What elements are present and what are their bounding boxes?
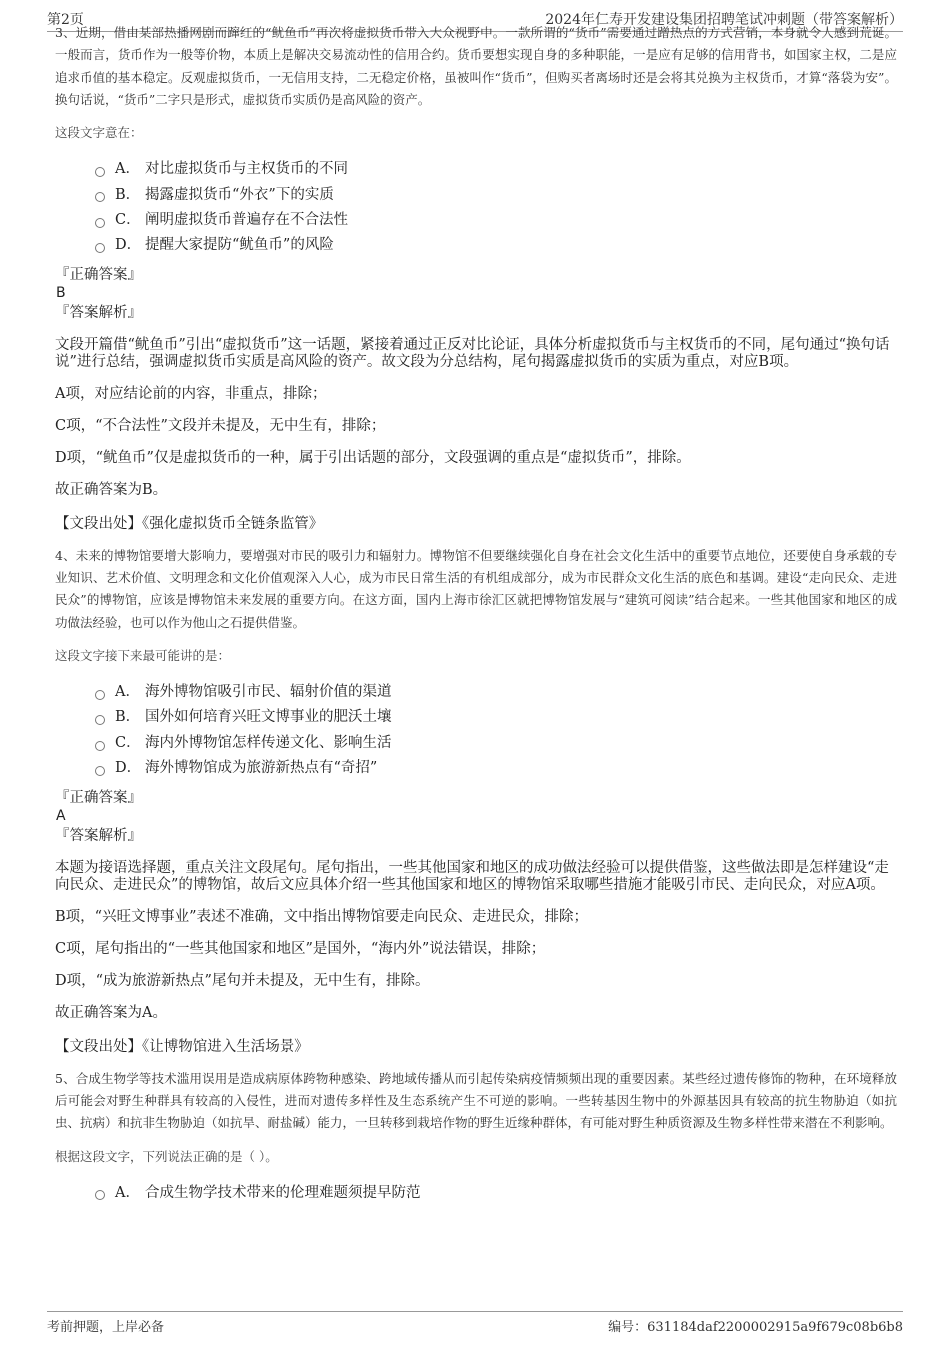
option-letter: D． xyxy=(115,237,142,254)
analysis-tag: 『答案解析』 xyxy=(55,304,142,321)
question-text: 4、未来的博物馆要增大影响力，要增强对市民的吸引力和辐射力。博物馆不但要继续强化自身在社会文化生活中的重要节点地位，还要使自身承载的专业知识、艺术价值、文明理念和文化价值观深入人心，成为市民日常生活的有机组成部分，成为市民群众文化生活的底色和基调。建设“走向民众、走进民众”的博物馆，应该是博物馆未来发展的重要方向。在这方面，国内上海市徐汇区就把博物馆发展与“建筑可阅读”结合起来。一些其他国家和地区的成功做法经验，也可以作为他山之石提供借鉴。 xyxy=(55,547,897,630)
options-list xyxy=(95,157,897,259)
options-list xyxy=(95,1181,897,1206)
analysis-paragraph: B项，“兴旺文博事业”表述不准确，文中指出博物馆要走向民众、走进民众，排除； xyxy=(55,908,588,925)
analysis-paragraph: D项，“鱿鱼币”仅是虚拟货币的一种，属于引出话题的部分，文段强调的重点是“虚拟货币”，排除。 xyxy=(55,449,691,466)
option-text: 提醒大家提防“鱿鱼币”的风险 xyxy=(145,237,334,254)
option-a[interactable] xyxy=(95,680,897,705)
footer-slogan: 考前押题，上岸必备 xyxy=(47,1320,165,1335)
correct-answer: A xyxy=(56,807,66,824)
radio-icon[interactable] xyxy=(95,715,105,725)
answer-tag: 『正确答案』 xyxy=(55,789,142,806)
option-letter: A． xyxy=(115,1184,140,1201)
option-b[interactable] xyxy=(95,183,897,208)
document-body xyxy=(55,25,897,1216)
option-letter: C． xyxy=(115,734,141,751)
option-text: 海内外博物馆怎样传递文化、影响生活 xyxy=(145,734,392,751)
radio-icon[interactable] xyxy=(95,167,105,177)
option-c[interactable] xyxy=(95,208,897,233)
option-text: 海外博物馆成为旅游新热点有“奇招” xyxy=(145,760,378,777)
question-prompt: 这段文字意在： xyxy=(55,125,143,141)
option-text: 对比虚拟货币与主权货币的不同 xyxy=(145,161,348,178)
analysis-paragraph: C项，尾句指出的“一些其他国家和地区”是国外，“海内外”说法错误，排除； xyxy=(55,940,546,957)
footer-divider xyxy=(47,1311,903,1312)
radio-icon[interactable] xyxy=(95,1190,105,1200)
options-list xyxy=(95,680,897,782)
radio-icon[interactable] xyxy=(95,192,105,202)
radio-icon[interactable] xyxy=(95,243,105,253)
footer-serial: 编号：631184daf2200002915a9f679c08b6b8 xyxy=(608,1320,903,1335)
analysis-paragraph: A项，对应结论前的内容，非重点，排除； xyxy=(55,385,327,402)
radio-icon[interactable] xyxy=(95,766,105,776)
radio-icon[interactable] xyxy=(95,690,105,700)
radio-icon[interactable] xyxy=(95,218,105,228)
option-d[interactable] xyxy=(95,756,897,781)
option-a[interactable] xyxy=(95,1181,897,1206)
correct-answer: B xyxy=(56,284,66,301)
option-a[interactable] xyxy=(95,157,897,182)
option-text: 合成生物学技术带来的伦理难题须提早防范 xyxy=(145,1184,421,1201)
question-prompt: 根据这段文字，下列说法正确的是（ ）。 xyxy=(55,1148,278,1164)
page-number: 第2页 xyxy=(47,12,84,28)
question-3 xyxy=(55,22,897,533)
option-letter: B． xyxy=(115,709,141,726)
option-text: 海外博物馆吸引市民、辐射价值的渠道 xyxy=(145,684,392,700)
option-letter: D． xyxy=(115,760,142,777)
analysis-paragraph: 故正确答案为B。 xyxy=(55,481,168,498)
option-text: 揭露虚拟货币“外衣”下的实质 xyxy=(145,186,334,203)
option-letter: A． xyxy=(115,684,140,700)
question-5 xyxy=(55,1068,897,1206)
analysis-paragraph: D项，“成为旅游新热点”尾句并未提及，无中生有，排除。 xyxy=(55,972,430,989)
option-letter: B． xyxy=(115,186,141,203)
option-letter: A． xyxy=(115,161,140,178)
question-text: 5、合成生物学等技术滥用误用是造成病原体跨物种感染、跨地域传播从而引起传染病疫情频频出现的重要因素。某些经过遗传修饰的物种，在环境释放后可能会对野生种群具有较高的入侵性，进而对遗传多样性及生态系统产生不可逆的影响。一些转基因生物中的外源基因具有较高的抗生物胁迫（如抗虫、抗病）和抗非生物胁迫（如抗旱、耐盐碱）能力，一旦转移到栽培作物的野生近缘种群体，有可能对野生种质资源及生物多样性带来潜在不利影响。 xyxy=(55,1070,897,1131)
analysis-paragraph: C项，“不合法性”文段并未提及，无中生有，排除； xyxy=(55,417,386,434)
option-letter: C． xyxy=(115,212,141,228)
option-b[interactable] xyxy=(95,705,897,730)
question-4 xyxy=(55,545,897,1056)
analysis-paragraph: 文段开篇借“鱿鱼币”引出“虚拟货币”这一话题，紧接着通过正反对比论证，具体分析虚拟货币与主权货币的不同，尾句通过“换句话说”进行总结，强调虚拟货币实质是高风险的资产。故文段为分总结构，尾句揭露虚拟货币的实质为重点，对应B项。 xyxy=(55,336,890,370)
option-d[interactable] xyxy=(95,233,897,258)
source-citation: 【文段出处】《强化虚拟货币全链条监管》 xyxy=(55,515,324,532)
analysis-tag: 『答案解析』 xyxy=(55,827,142,844)
question-prompt: 这段文字接下来最可能讲的是： xyxy=(55,648,231,663)
analysis-paragraph: 故正确答案为A。 xyxy=(55,1004,167,1021)
option-text: 国外如何培育兴旺文博事业的肥沃土壤 xyxy=(145,709,392,726)
option-text: 阐明虚拟货币普遍存在不合法性 xyxy=(145,212,348,228)
source-citation: 【文段出处】《让博物馆进入生活场景》 xyxy=(55,1038,309,1055)
document-title: 2024年仁寿开发建设集团招聘笔试冲刺题（带答案解析） xyxy=(545,12,903,28)
radio-icon[interactable] xyxy=(95,741,105,751)
answer-tag: 『正确答案』 xyxy=(55,266,142,283)
analysis-paragraph: 本题为接语选择题，重点关注文段尾句。尾句指出，一些其他国家和地区的成功做法经验可以提供借鉴，这些做法即是怎样建设“走向民众、走进民众”的博物馆，故后文应具体介绍一些其他国家和地区的博物馆采取哪些措施才能吸引市民、走向民众，对应A项。 xyxy=(55,859,889,893)
option-c[interactable] xyxy=(95,731,897,756)
question-text: 3、近期，借由某部热播网剧而蹿红的“鱿鱼币”再次将虚拟货币带入大众视野中。一款所谓的“货币”需要通过蹭热点的方式营销，本身就令人感到荒诞。一般而言，货币作为一般等价物，本质上是解决交易流动性的信用合约。货币要想实现自身的多种职能，一是应有足够的信用背书，如国家主权，二是应追求币值的基本稳定。反观虚拟货币，一无信用支持，二无稳定价格，虽被叫作“货币”，但购买者离场时还是会将其兑换为主权货币，才算“落袋为安”。换句话说，“货币”二字只是形式，虚拟货币实质仍是高风险的资产。 xyxy=(55,25,897,107)
